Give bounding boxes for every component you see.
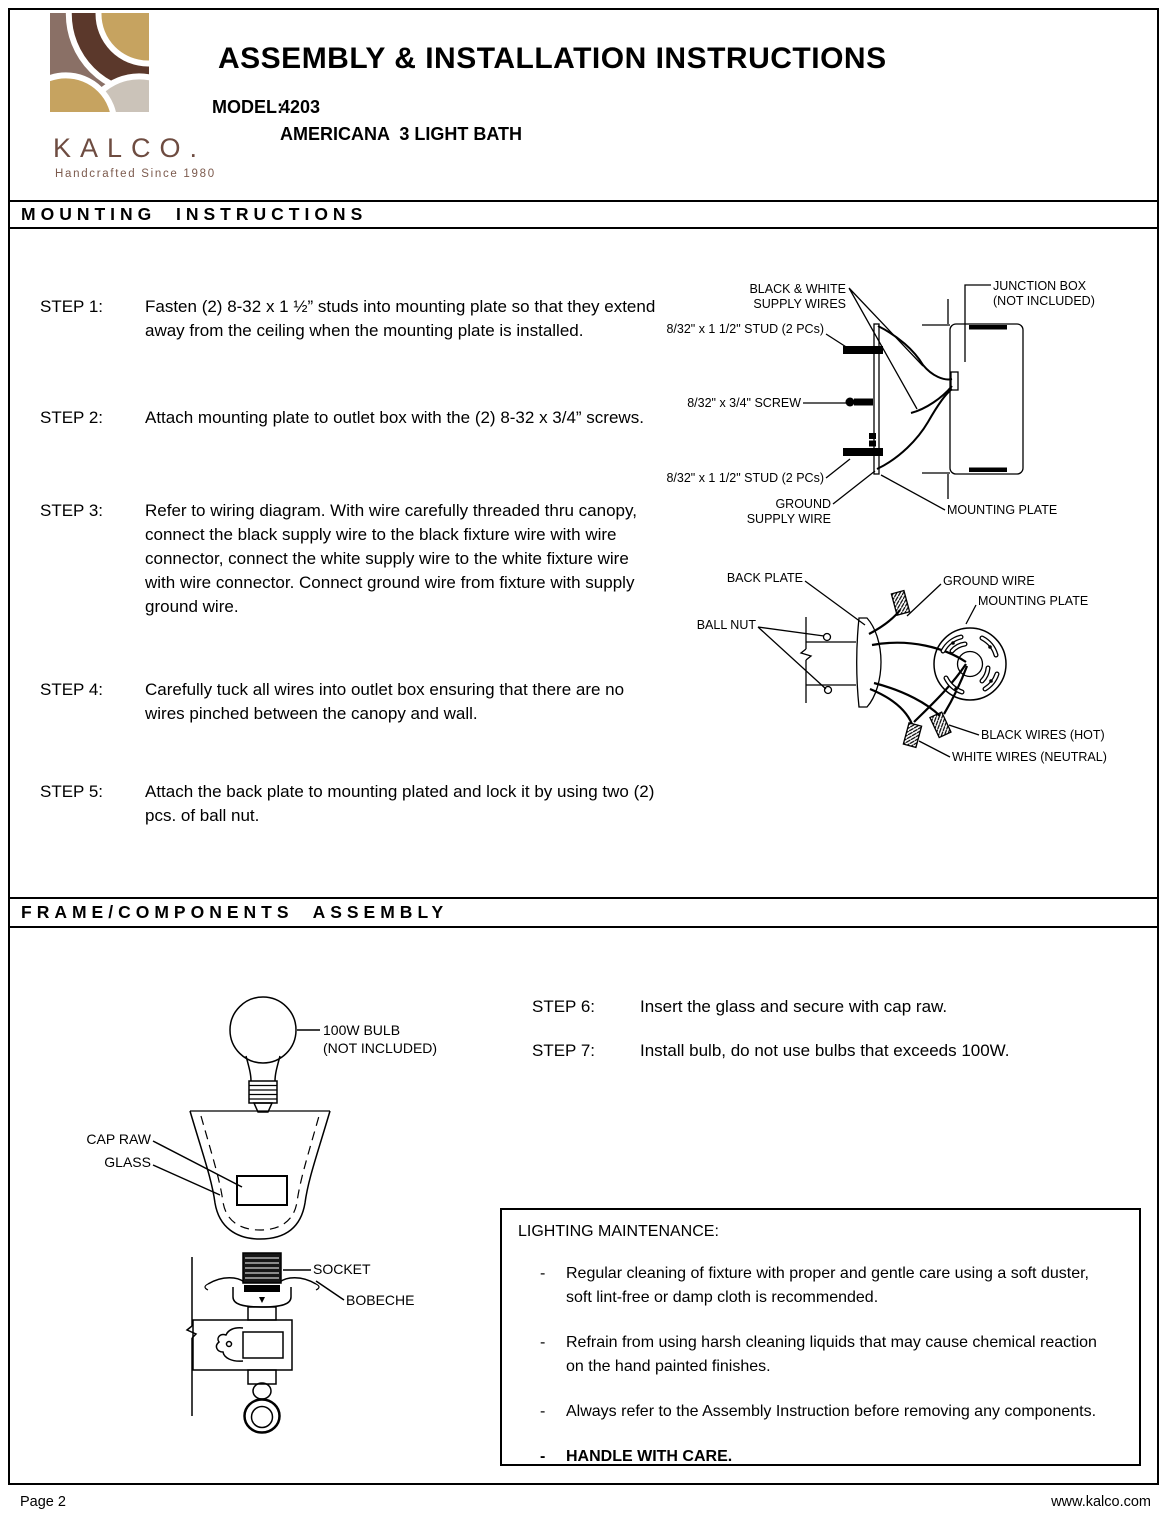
bulb-globe <box>230 997 296 1063</box>
backplate-diagram <box>660 548 1165 778</box>
footer-page-number: Page 2 <box>20 1494 66 1510</box>
ground-wire-line <box>869 610 900 634</box>
white-wire-connector <box>903 723 921 748</box>
arm-scallop <box>216 1328 243 1361</box>
maintenance-item-3 <box>518 1400 1123 1424</box>
bullet-dash: - <box>540 1265 546 1282</box>
leader-ground-wire <box>907 584 941 616</box>
maintenance-item-4 <box>518 1445 1123 1466</box>
ground-supply-wire <box>877 389 952 469</box>
arm-inner-box <box>243 1332 283 1358</box>
step-row-5 <box>40 780 680 828</box>
bobeche-label: BOBECHE <box>346 1292 415 1308</box>
back-plate-outline <box>857 618 881 707</box>
leader-white-wires <box>919 741 950 757</box>
socket-notch <box>259 1297 265 1303</box>
ground-label: GROUND <box>775 497 831 511</box>
bulb-label: 100W BULB <box>323 1022 401 1038</box>
wiring-diagram-labels <box>666 279 1094 526</box>
bulb-neck <box>246 1056 280 1081</box>
wiring-diagram-lines <box>803 285 1023 510</box>
stud-top <box>843 346 883 354</box>
model-name: AMERICANA 3 LIGHT BATH <box>280 124 522 144</box>
cap-raw-outline <box>237 1176 287 1205</box>
finial-knob <box>253 1383 271 1399</box>
model-label: MODEL: <box>212 97 283 117</box>
socket-label: SOCKET <box>313 1261 371 1277</box>
black-wires-label: BLACK WIRES (HOT) <box>981 728 1105 742</box>
maintenance-text: Refrain from using harsh cleaning liquids that may cause chemical reaction on the hand painted finishes. <box>566 1334 1097 1375</box>
stud-top-label: 8/32" x 1 1/2" STUD (2 PCs) <box>666 322 824 336</box>
maintenance-text: Regular cleaning of fixture with proper and gentle care using a soft duster, soft lint-free or damp cloth is recommended. <box>566 1265 1089 1306</box>
leader-ground <box>833 471 875 504</box>
section-title-frame: FRAME/COMPONENTS ASSEMBLY <box>21 902 449 922</box>
model-number: 4203 <box>280 97 321 117</box>
clip-upper <box>869 433 876 439</box>
step-text: Install bulb, do not use bulbs that exceeds 100W. <box>640 1041 1010 1060</box>
step-row-4 <box>40 678 680 726</box>
bullet-dash: - <box>540 1403 546 1420</box>
backplate-diagram-lines <box>758 581 1006 757</box>
step-label: STEP 6: <box>532 997 595 1016</box>
screw-head <box>846 398 855 407</box>
maintenance-text: HANDLE WITH CARE. <box>566 1448 733 1465</box>
components-diagram <box>40 975 480 1485</box>
supply-wires-label: BLACK & WHITE <box>749 282 846 296</box>
ball-nut-label: BALL NUT <box>696 618 756 632</box>
model-row <box>212 97 320 118</box>
supply-wire-middle <box>911 386 952 413</box>
step-label: STEP 7: <box>532 1041 595 1060</box>
footer-website: www.kalco.com <box>1051 1494 1151 1510</box>
leader-cap-raw <box>153 1141 242 1187</box>
brand-name: KALCO. <box>53 133 207 163</box>
supply-wire-upper <box>878 326 952 379</box>
step-label: STEP 5: <box>40 782 103 801</box>
bulb-label-2: (NOT INCLUDED) <box>323 1040 438 1056</box>
arm-stem <box>248 1370 276 1384</box>
step-text: Refer to wiring diagram. With wire carefully threaded thru canopy, connect the black supply wire to the black fixture wire with wire connector, connect the white supply wire to the white fixture wire with wire connector. Connect ground wire from fixture with supply ground wire. <box>145 501 637 616</box>
step-label: STEP 4: <box>40 680 103 699</box>
section-title-mounting: MOUNTING INSTRUCTIONS <box>21 204 368 224</box>
leader-mounting-plate <box>966 605 976 624</box>
bullet-dash: - <box>540 1448 546 1465</box>
leader-ball-nut <box>758 627 826 689</box>
bulb-base <box>249 1081 277 1103</box>
document-title: ASSEMBLY & INSTALLATION INSTRUCTIONS <box>218 42 887 75</box>
maintenance-box <box>500 1208 1141 1466</box>
wall-line <box>187 1257 196 1416</box>
leader-bobeche <box>316 1281 344 1300</box>
white-wires-label: WHITE WIRES (NEUTRAL) <box>952 750 1107 764</box>
wall-lines <box>922 299 950 499</box>
step-label: STEP 2: <box>40 408 103 427</box>
leader-back-plate <box>805 581 865 625</box>
stud-bottom-label: 8/32" x 1 1/2" STUD (2 PCs) <box>666 471 824 485</box>
box-tab-bottom <box>969 468 1007 473</box>
kalco-logo <box>50 13 149 112</box>
supply-wires-label-2: SUPPLY WIRES <box>753 297 846 311</box>
wiring-diagram <box>660 272 1165 530</box>
mounting-plate-circle <box>934 628 1006 700</box>
brand-tagline: Handcrafted Since 1980 <box>55 168 216 180</box>
step-row-6 <box>532 997 1142 1017</box>
leader-black-wires <box>949 725 979 735</box>
stud-bottom <box>843 448 883 456</box>
section-header-frame <box>8 897 1159 928</box>
glass-label: GLASS <box>104 1154 151 1170</box>
finial-ring-inner <box>252 1407 273 1428</box>
glass-inner-wall <box>201 1116 319 1230</box>
bulb-threads <box>249 1086 277 1100</box>
socket-nut <box>244 1285 280 1292</box>
section-header-mounting <box>8 200 1159 229</box>
step-row-1 <box>40 295 680 343</box>
ground-label-2: SUPPLY WIRE <box>746 512 831 526</box>
step-label: STEP 1: <box>40 297 103 316</box>
step-label: STEP 3: <box>40 501 103 520</box>
leader-mounting-plate <box>881 475 945 510</box>
bobeche-neck <box>248 1307 276 1320</box>
maintenance-text: Always refer to the Assembly Instruction before removing any components. <box>566 1403 1097 1420</box>
black-wire-line <box>874 683 940 716</box>
junction-box-label: JUNCTION BOX <box>993 279 1087 293</box>
leader-stud-bottom <box>826 459 850 478</box>
step-row-2 <box>40 406 680 430</box>
step-text: Insert the glass and secure with cap raw. <box>640 997 948 1016</box>
mounting-plate-label: MOUNTING PLATE <box>947 503 1058 517</box>
socket-group <box>243 1253 281 1303</box>
step-text: Fasten (2) 8-32 x 1 ½” studs into mounting plate so that they extend away from the ceiling when the mounting plate is installed. <box>145 297 656 340</box>
maintenance-item-2 <box>518 1331 1123 1379</box>
wire-connectors <box>891 591 951 748</box>
components-diagram-lines <box>153 997 344 1433</box>
screw-shaft <box>854 399 873 406</box>
wall-line <box>801 617 811 703</box>
wiring-diagram-solids <box>843 325 1007 472</box>
clip-lower <box>869 441 876 447</box>
ground-wire-label: GROUND WIRE <box>943 574 1035 588</box>
junction-box-outline <box>950 324 1023 474</box>
maintenance-item-1 <box>518 1262 1123 1310</box>
cap-raw-label: CAP RAW <box>86 1131 151 1147</box>
step-text: Attach the back plate to mounting plated and lock it by using two (2) pcs. of ball nut. <box>145 782 655 825</box>
black-wire-connector <box>930 712 951 737</box>
step-text: Attach mounting plate to outlet box with the (2) 8-32 x 3/4” screws. <box>145 408 644 427</box>
stud-lines <box>806 642 856 685</box>
mounting-plate-hole <box>958 652 983 677</box>
screw-label: 8/32" x 3/4" SCREW <box>687 396 801 410</box>
maintenance-title: LIGHTING MAINTENANCE: <box>518 1223 719 1240</box>
junction-box-label-2: (NOT INCLUDED) <box>993 294 1095 308</box>
step-row-3 <box>40 499 680 619</box>
ground-wire-connector <box>891 591 909 616</box>
ball-nut-top <box>824 634 831 641</box>
bullet-dash: - <box>540 1334 546 1351</box>
box-tab-top <box>969 325 1007 330</box>
step-text: Carefully tuck all wires into outlet box ensuring that there are no wires pinched between the canopy and wall. <box>145 680 625 723</box>
ball-nut-bottom <box>825 687 832 694</box>
step-row-7 <box>532 1041 1142 1061</box>
back-plate-label: BACK PLATE <box>726 571 803 585</box>
arm-scallop-hole <box>227 1342 232 1347</box>
mounting-plate-label: MOUNTING PLATE <box>978 594 1089 608</box>
